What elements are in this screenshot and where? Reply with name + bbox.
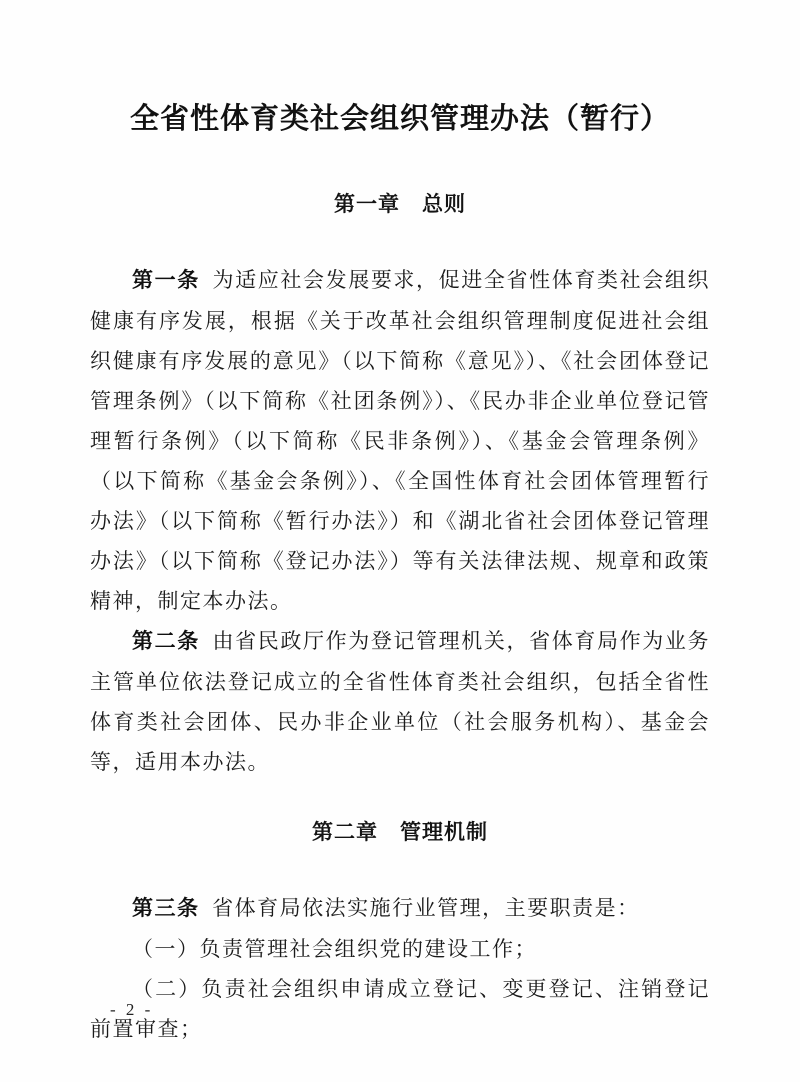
chapter-2-heading: 第二章 管理机制 [312, 821, 488, 844]
article-3-item-2: （二）负责社会组织申请成立登记、变更登记、注销登记前置审查； [90, 977, 710, 1041]
article-2-paragraph [90, 621, 710, 782]
article-2-text: 由省民政厅作为登记管理机关，省体育局作为业务主管单位依法登记成立的全省性体育类社会组织，包括全省性体育类社会团体、民办非企业单位（社会服务机构）、基金会等，适用本办法。 [90, 629, 711, 774]
chapter-2 [90, 818, 710, 1049]
article-3-text: 省体育局依法实施行业管理，主要职责是： [212, 896, 640, 920]
article-3-item-1: （一）负责管理社会组织党的建设工作； [132, 937, 537, 961]
chapter-1-heading: 第一章 总则 [334, 193, 466, 216]
article-2-label: 第二条 [132, 630, 200, 653]
article-1-paragraph [90, 260, 710, 621]
article-1-label: 第一条 [132, 269, 200, 292]
article-1-text: 为适应社会发展要求，促进全省性体育类社会组织健康有序发展，根据《关于改革社会组织管理制度促进社会组织健康有序发展的意见》（以下简称《意见》）、《社会团体登记管理条例》（以下简称《社团条例》）、《民办非企业单位登记管理暂行条例》（以下简称《民非条例》）、《基金会管理条例》（以下简称《基金会条例》）、《全国性体育社会团体管理暂行办法》（以下简称《暂行办法》）和《湖北省社会团体登记管理办法》（以下简称《登记办法》）等有关法律法规、规章和政策精神，制定本办法。 [90, 268, 711, 613]
article-3-label: 第三条 [132, 897, 200, 920]
chapter-1 [90, 190, 710, 782]
article-3-paragraph [90, 888, 710, 929]
document-title: 全省性体育类社会组织管理办法（暂行） [129, 103, 670, 135]
page-number: - 2 - [110, 1000, 154, 1019]
